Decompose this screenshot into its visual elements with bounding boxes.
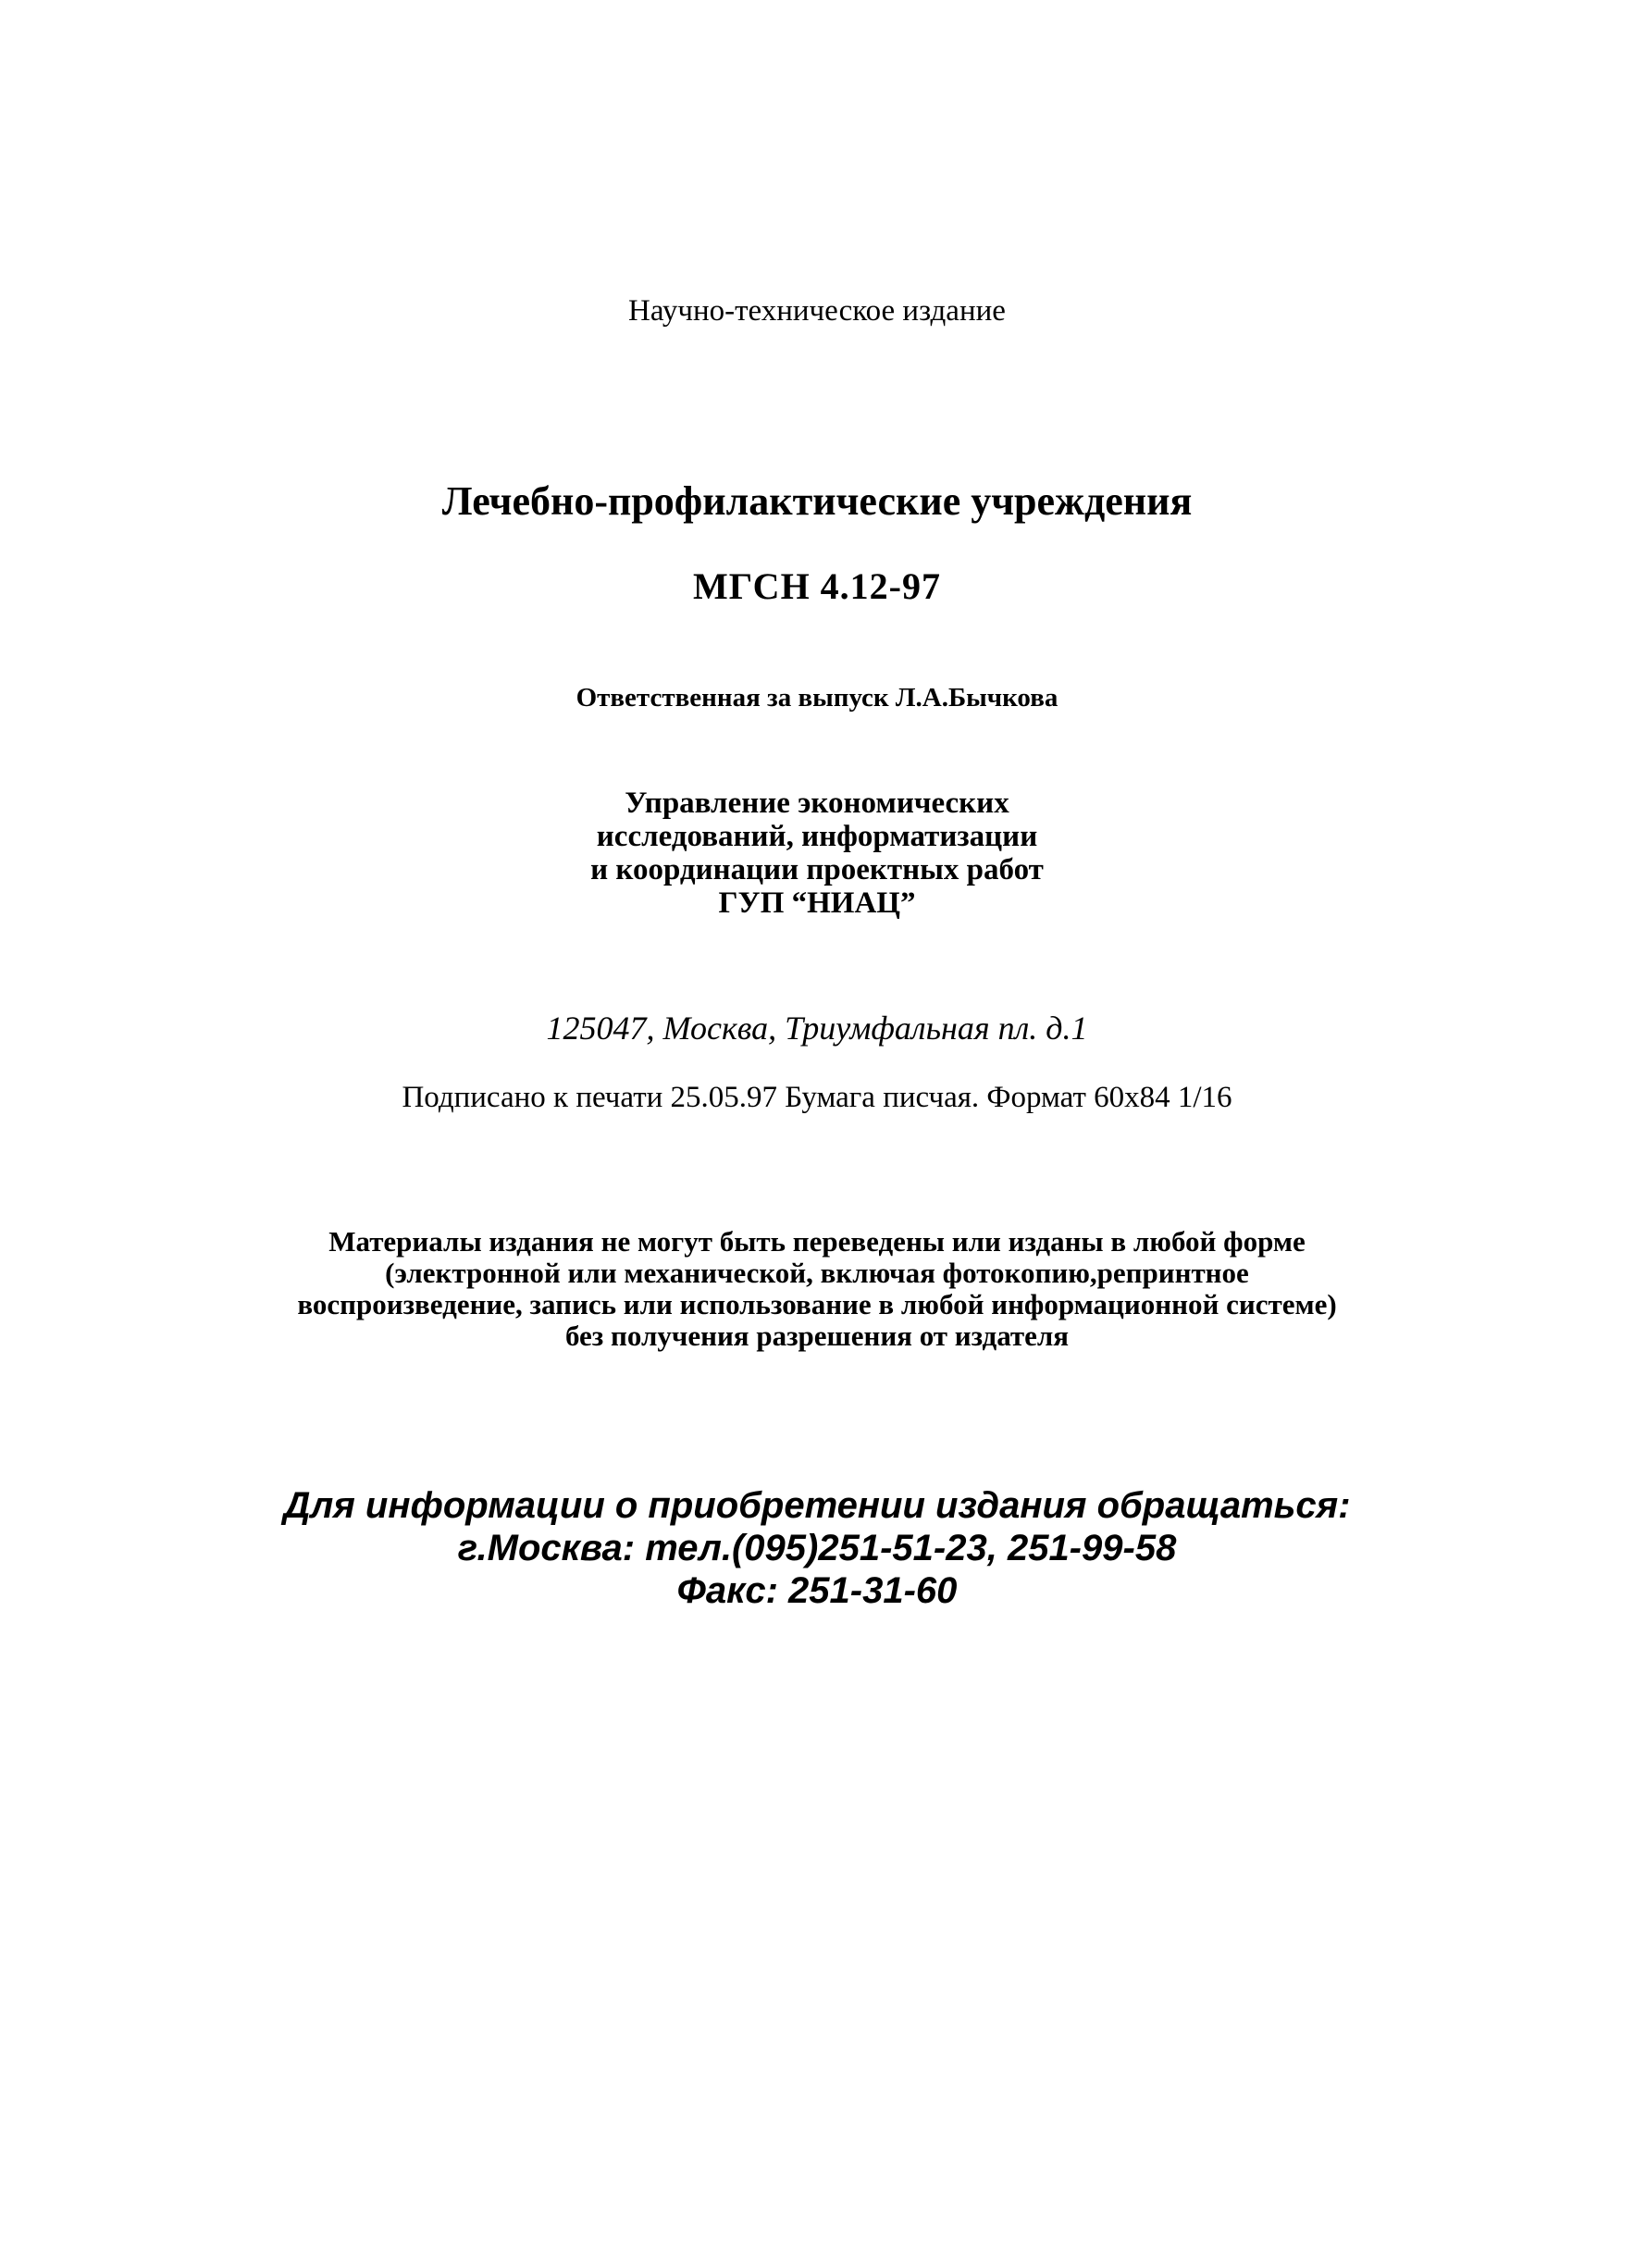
rights-line: воспроизведение, запись или использование в любой информационной системе) xyxy=(297,1288,1337,1320)
contact-line: Для информации о приобретении издания обращаться: xyxy=(283,1485,1351,1526)
rights-line: без получения разрешения от издателя xyxy=(564,1320,1070,1352)
organization-line: и координации проектных работ xyxy=(590,853,1044,886)
responsible-editor: Ответственная за выпуск Л.А.Бычкова xyxy=(576,683,1058,713)
document-title: Лечебно-профилактические учреждения xyxy=(441,478,1193,524)
rights-notice xyxy=(0,1226,1634,1352)
purchase-contact xyxy=(0,1484,1634,1612)
rights-line: (электронной или механической, включая фотокопию,репринтное xyxy=(385,1257,1249,1289)
contact-fax: Факс: 251-31-60 xyxy=(676,1570,958,1611)
organization-line: исследований, информатизации xyxy=(596,820,1038,853)
organization-block xyxy=(0,787,1634,920)
print-info: Подписано к печати 25.05.97 Бумага писчая. Формат 60x84 1/16 xyxy=(402,1081,1232,1114)
document-code: МГСН 4.12-97 xyxy=(693,565,941,607)
contact-phone: г.Москва: тел.(095)251-51-23, 251-99-58 xyxy=(457,1528,1177,1568)
rights-line: Материалы издания не могут быть переведены или изданы в любой форме xyxy=(328,1225,1306,1258)
publication-type: Научно-техническое издание xyxy=(628,294,1006,328)
publisher-address: 125047, Москва, Триумфальная пл. д.1 xyxy=(546,1010,1088,1047)
organization-line: Управление экономических xyxy=(625,787,1009,820)
organization-line: ГУП “НИАЦ” xyxy=(718,886,916,920)
